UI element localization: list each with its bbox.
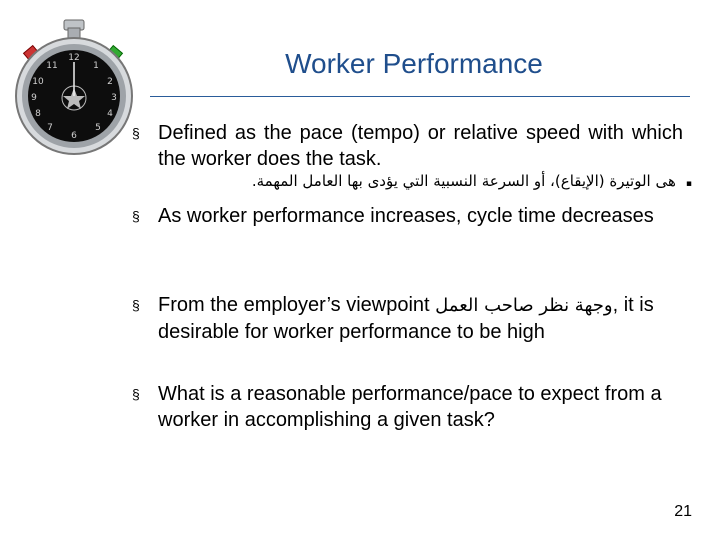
- svg-text:6: 6: [71, 131, 77, 141]
- bullet-marker: §: [132, 386, 140, 402]
- title-divider: [150, 96, 690, 97]
- svg-text:9: 9: [31, 93, 37, 103]
- bullet-marker: §: [132, 297, 140, 313]
- bullet-text: As worker performance increases, cycle time decreases: [158, 205, 654, 227]
- svg-text:5: 5: [95, 123, 101, 133]
- bullet-text: Defined as the pace (tempo) or relative speed with which the worker does the task.: [158, 122, 683, 170]
- svg-text:12: 12: [68, 53, 80, 63]
- svg-text:3: 3: [111, 93, 117, 103]
- bullet-text: What is a reasonable performance/pace to expect from a worker in accomplishing a given task?: [158, 383, 662, 431]
- svg-text:4: 4: [107, 109, 113, 119]
- bullet-marker: §: [132, 208, 140, 224]
- bullet-marker: ▪: [685, 179, 692, 189]
- svg-text:7: 7: [47, 123, 53, 133]
- bullet-text-arabic: وجهة نظر صاحب العمل: [435, 295, 613, 316]
- bullet-text-after: , it is desirable for worker performance to be high: [158, 294, 654, 343]
- svg-text:2: 2: [107, 77, 113, 87]
- page-number: 21: [674, 503, 692, 520]
- arabic-text: هى الوتيرة (الإيقاع)، أو السرعة النسبية التي يؤدى بها العامل المهمة.: [251, 172, 676, 190]
- svg-text:8: 8: [35, 109, 41, 119]
- arabic-definition: [252, 172, 692, 190]
- bullet-marker: §: [132, 125, 140, 141]
- svg-text:1: 1: [93, 61, 99, 71]
- stopwatch-icon: [4, 18, 144, 158]
- bullet-text-before: From the employer’s viewpoint: [158, 294, 436, 316]
- svg-text:10: 10: [32, 77, 44, 87]
- slide-title: Worker Performance: [285, 48, 543, 79]
- svg-text:11: 11: [46, 61, 58, 71]
- bullet-text: [158, 292, 683, 345]
